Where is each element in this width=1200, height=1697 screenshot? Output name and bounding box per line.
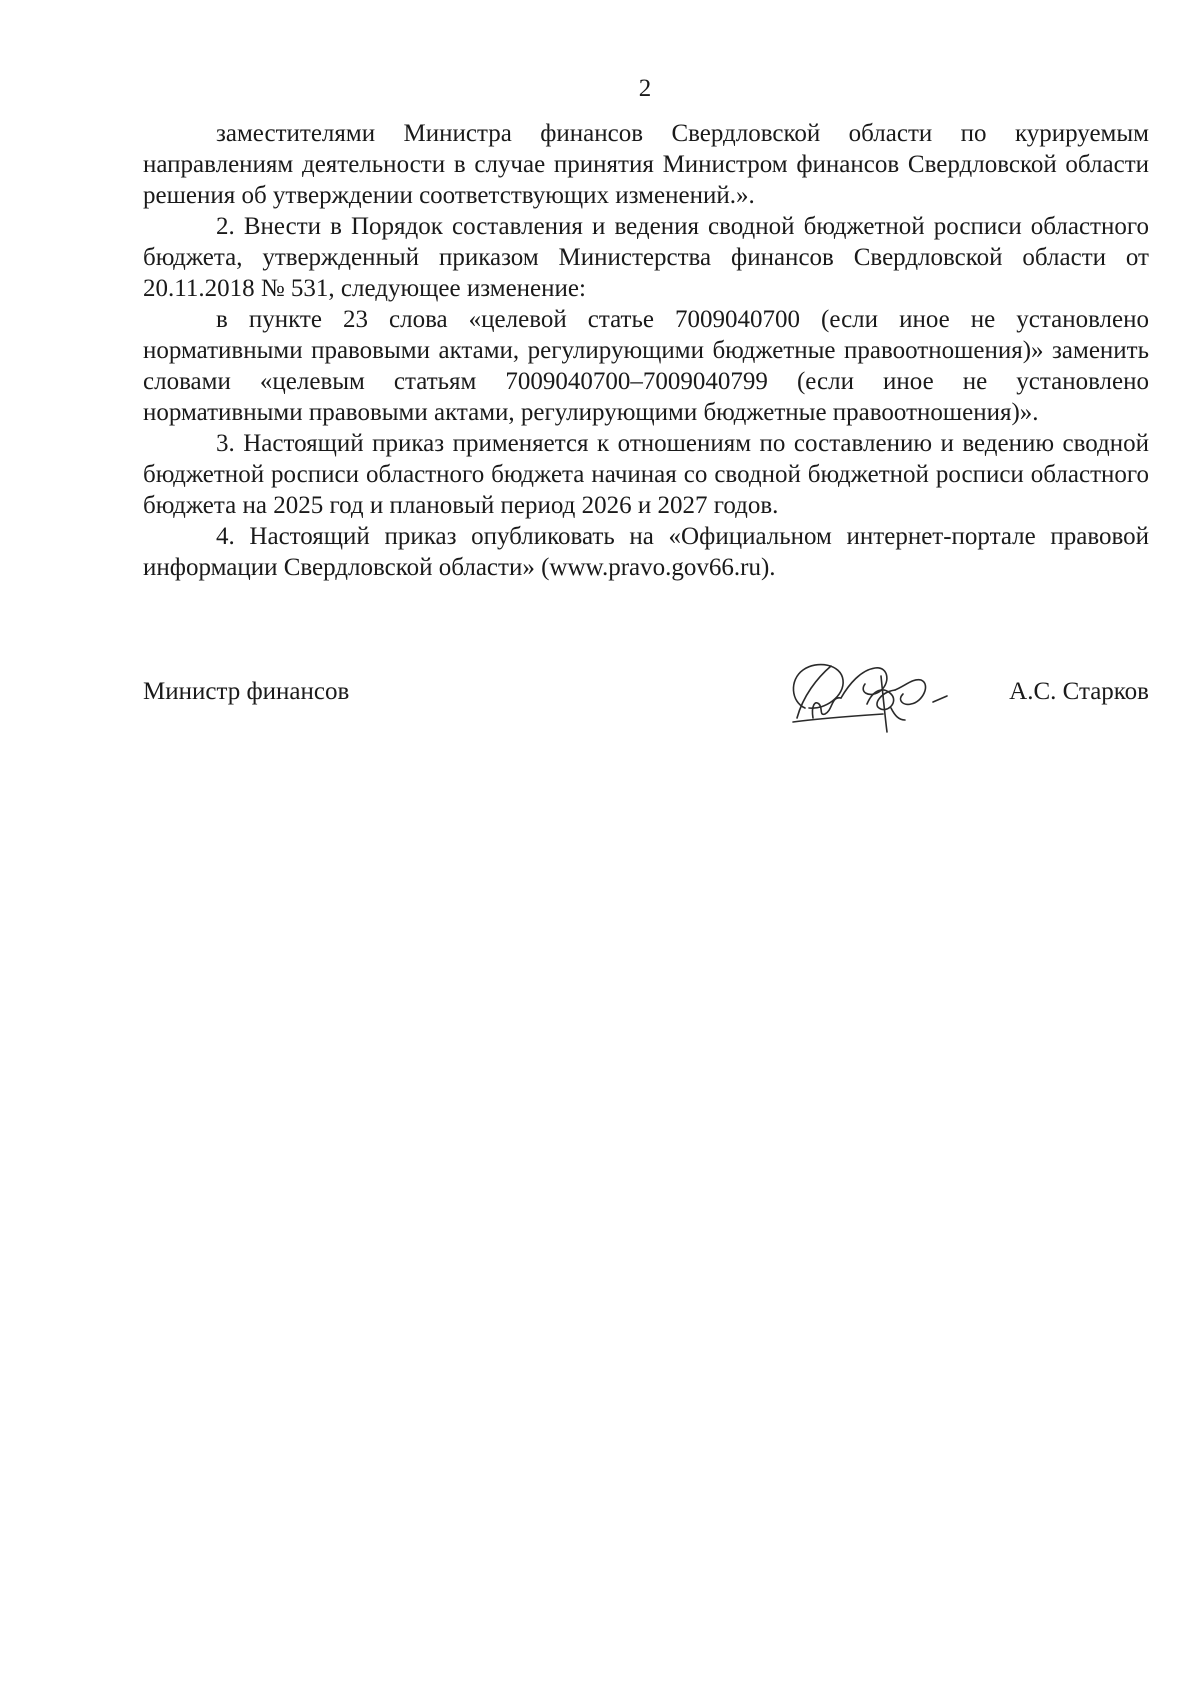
signer-title: Министр финансов bbox=[143, 678, 350, 705]
paragraph-continuation: заместителями Министра финансов Свердловской области по курируемым направлениям деятельности в случае принятия Министром финансов Свердловской области решения об утверждении соответствующих изменений.». bbox=[143, 120, 1149, 209]
paragraph-item-2-amendment: в пункте 23 слова «целевой статье 7009040700 (если иное не установлено нормативными правовыми актами, регулирующими бюджетные правоотношения)» заменить словами «целевым статьям 7009040700–7009040799 (если иное не установлено нормативными правовыми актами, регулирующими бюджетные правоотношения)». bbox=[143, 306, 1149, 426]
paragraph-item-4: 4. Настоящий приказ опубликовать на «Официальном интернет-портале правовой информации Свердловской области» (www.pravo.gov66.ru). bbox=[143, 523, 1149, 581]
handwritten-signature bbox=[783, 656, 953, 736]
document-body bbox=[143, 118, 1149, 583]
paragraph-item-2: 2. Внести в Порядок составления и ведения сводной бюджетной росписи областного бюджета, утвержденный приказом Министерства финансов Свердловской области от 20.11.2018 № 531, следующее изменение: bbox=[143, 213, 1149, 302]
paragraph-item-3: 3. Настоящий приказ применяется к отношениям по составлению и ведению сводной бюджетной росписи областного бюджета начиная со сводной бюджетной росписи областного бюджета на 2025 год и плановый период 2026 и 2027 годов. bbox=[143, 430, 1149, 519]
signature-block bbox=[143, 656, 1149, 746]
page-number: 2 bbox=[638, 75, 652, 102]
signer-name: А.С. Старков bbox=[1009, 678, 1149, 705]
